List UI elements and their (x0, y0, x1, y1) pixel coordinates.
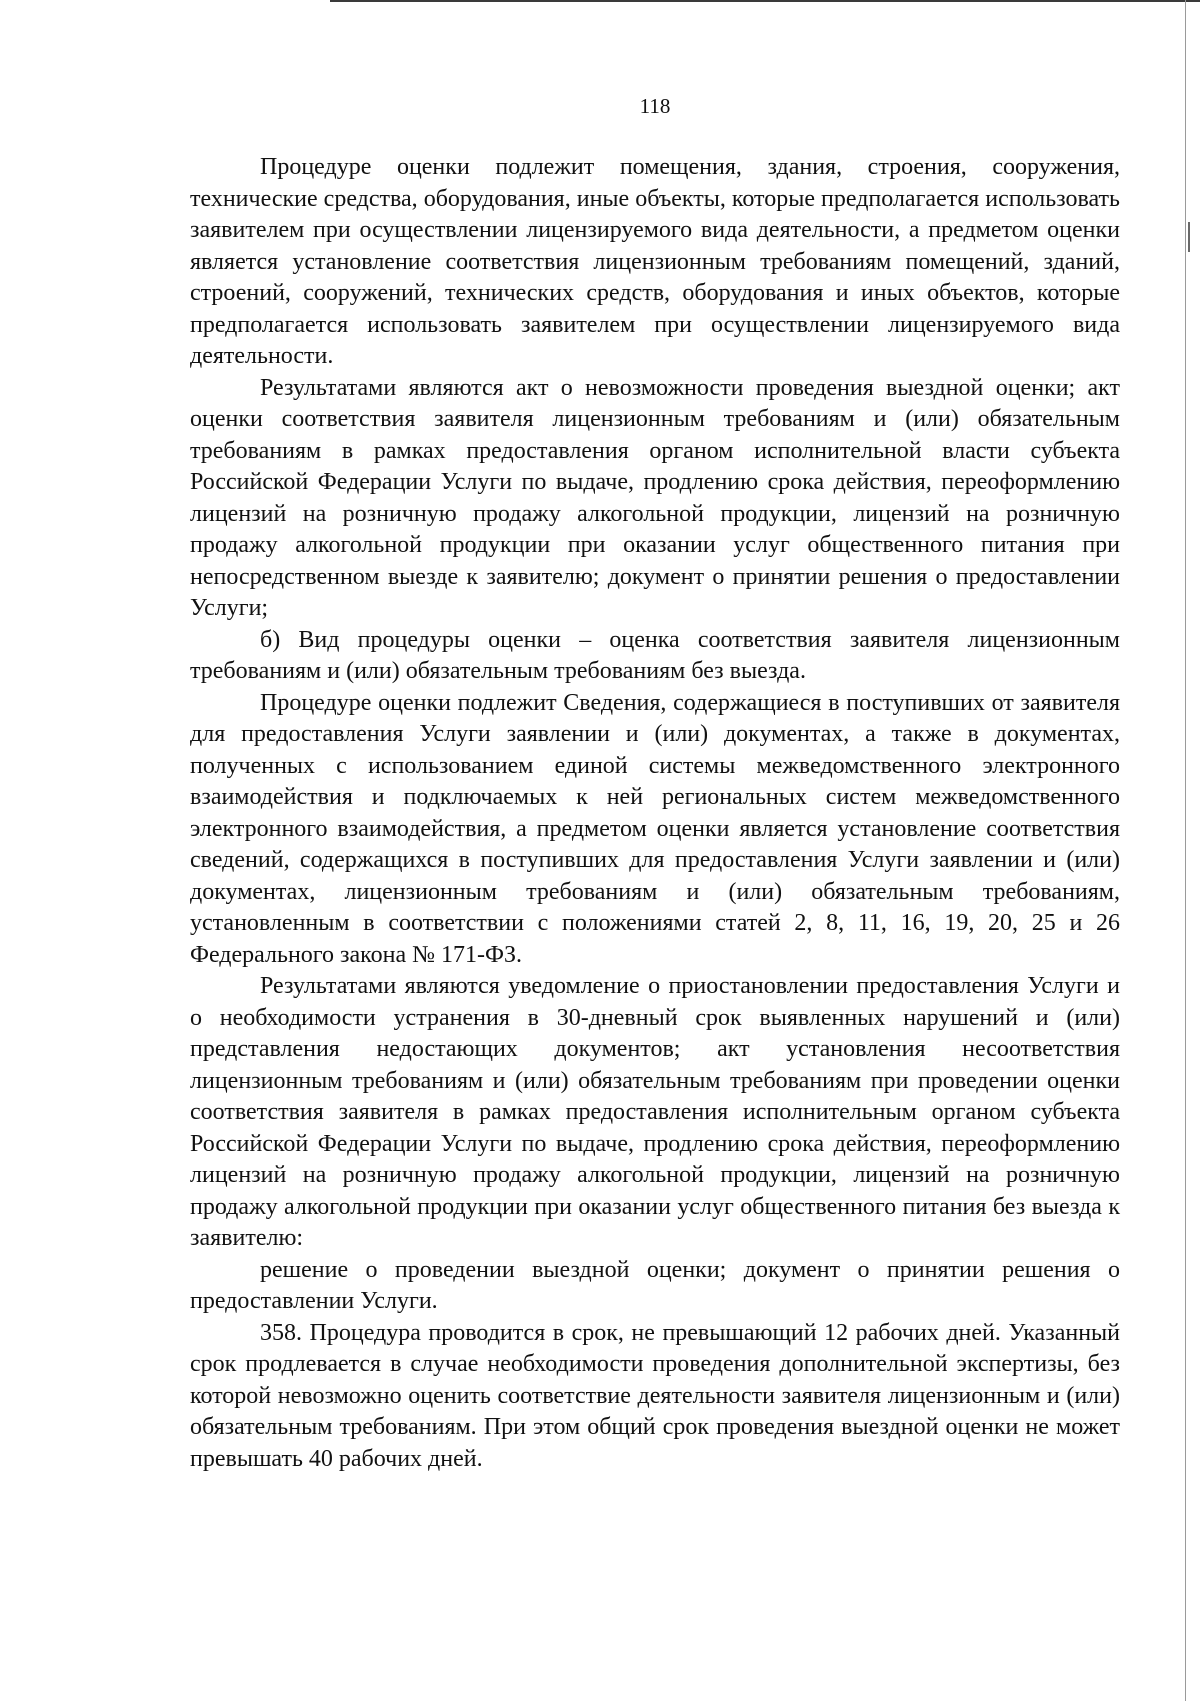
scan-right-edge (1185, 0, 1186, 1701)
page-number: 118 (639, 94, 671, 118)
paragraph-358-duration: 358. Процедура проводится в срок, не превышающий 12 рабочих дней. Указанный срок продлевается в случае необходимости проведения дополнительной экспертизы, без которой невозможно оценить соответствие деятельности заявителя лицензионным и (или) обязательным требованиям. При этом общий срок проведения выездной оценки не может превышать 40 рабочих дней. (190, 1319, 1120, 1472)
document-body (190, 152, 1120, 1475)
paragraph-assessment-object-onsite: Процедуре оценки подлежит помещения, здания, строения, сооружения, технические средства, оборудования, иные объекты, которые предполагается использовать заявителем при осуществлении лицензируемого вида деятельности, а предметом оценки является установление соответствия лицензионным требованиям помещений, зданий, строений, сооружений, технических средств, оборудования и иных объектов, которые предполагается использовать заявителем при осуществлении лицензируемого вида деятельности. (190, 154, 1120, 369)
paragraph-procedure-type-offsite: б) Вид процедуры оценки – оценка соответствия заявителя лицензионным требованиям и (или) обязательным требованиям без выезда. (190, 626, 1120, 684)
scan-mark (1188, 222, 1190, 252)
scan-top-edge (330, 0, 1200, 2)
paragraph-assessment-object-offsite: Процедуре оценки подлежит Сведения, содержащиеся в поступивших от заявителя для предоставления Услуги заявлении и (или) документах, а также в документах, полученных с использованием единой системы межведомственного электронного взаимодействия и подключаемых к ней региональных систем межведомственного электронного взаимодействия, а предметом оценки является установление соответствия сведений, содержащихся в поступивших для предоставления Услуги заявлении и (или) документах, лицензионным требованиям и (или) обязательным требованиям, установленным в соответствии с положениями статей 2, 8, 11, 16, 19, 20, 25 и 26 Федерального закона № 171-ФЗ. (190, 689, 1120, 968)
paragraph-results-offsite: Результатами являются уведомление о приостановлении предоставления Услуги и о необходимости устранения в 30-дневный срок выявленных нарушений и (или) представления недостающих документов; акт установления несоответствия лицензионным требованиям и (или) обязательным требованиям при проведении оценки соответствия заявителя в рамках предоставления исполнительным органом субъекта Российской Федерации Услуги по выдаче, продлению срока действия, переоформлению лицензий на розничную продажу алкогольной продукции, лицензий на розничную продажу алкогольной продукции при оказании услуг общественного питания без выезда к заявителю: (190, 973, 1120, 1251)
paragraph-results-onsite: Результатами являются акт о невозможности проведения выездной оценки; акт оценки соответствия заявителя лицензионным требованиям и (или) обязательным требованиям в рамках предоставления органом исполнительной власти субъекта Российской Федерации Услуги по выдаче, продлению срока действия, переоформлению лицензий на розничную продажу алкогольной продукции, лицензий на розничную продажу алкогольной продукции при оказании услуг общественного питания при непосредственном выезде к заявителю; документ о принятии решения о предоставлении Услуги; (190, 374, 1120, 621)
paragraph-decision: решение о проведении выездной оценки; документ о принятии решения о предоставлении Услуги. (190, 1256, 1120, 1314)
